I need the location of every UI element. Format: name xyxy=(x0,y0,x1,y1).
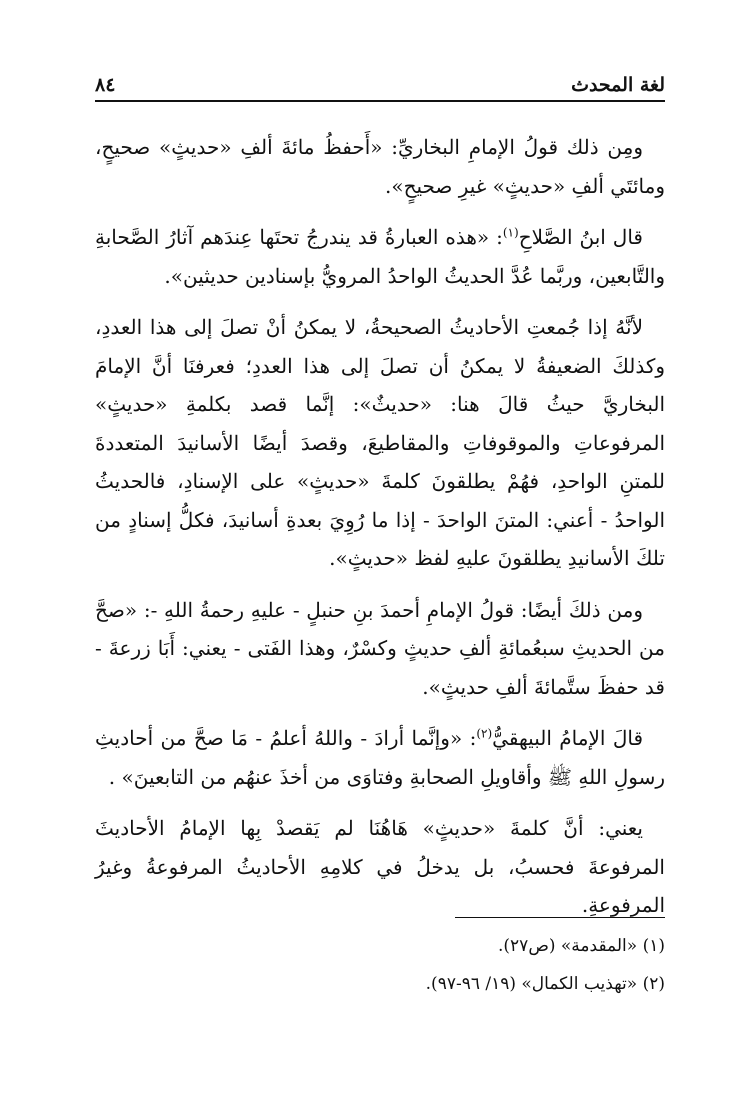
paragraph-text-lead: قال ابنُ الصَّلاحِ xyxy=(518,225,643,249)
footnote-rule xyxy=(455,917,665,918)
paragraph-bayhaqi xyxy=(95,719,665,796)
paragraph-text-rest: : «وإنَّما أرادَ - واللهُ أعلمُ - مَا صحَّ من أحاديثِ رسولِ اللهِ ﷺ وأقاويلِ الصحابةِ وفتاوَى من أخذَ عنهُم من التابعينَ» . xyxy=(95,726,665,789)
book-title: لغة المحدث xyxy=(571,74,665,96)
paragraph-text-rest: : «هذه العبارةُ قد يندرجُ تحتَها عِندَهم آثارُ الصَّحابةِ والتَّابعين، وربَّما عُدَّ الحديثُ الواحدُ المرويُّ بإسنادين حديثين». xyxy=(95,225,665,288)
header-rule xyxy=(95,100,665,102)
paragraph-conclusion: يعني: أنَّ كلمةَ «حديثٍ» هَاهُنَا لم يَقصدْ بِها الإمامُ الأحاديثَ المرفوعةَ فحسبُ، بل يدخلُ في كلامِهِ الأحاديثُ المرفوعةُ وغيرُ المرفوعةِ. xyxy=(95,816,665,917)
paragraph-bukhari-quote: ومِن ذلك قولُ الإمامِ البخاريِّ: «أَحفظُ مائةَ ألفِ «حديثٍ» صحيحٍ، ومائتَي ألفِ «حديثٍ» غيرِ صحيحٍ». xyxy=(95,135,665,198)
footnotes xyxy=(95,930,665,1006)
footnote-1: (١) «المقدمة» (ص٢٧). xyxy=(498,936,665,956)
page-body xyxy=(95,128,665,938)
page-number: ٨٤ xyxy=(95,74,116,96)
paragraph-text-lead: قالَ الإمامُ البيهقيُّ xyxy=(492,726,643,750)
paragraph-ahmad-quote: ومن ذلكَ أيضًا: قولُ الإمامِ أحمدَ بنِ حنبلٍ - عليهِ رحمةُ اللهِ -: «صحَّ من الحديثِ سبعُمائةِ ألفِ حديثٍ وكسْرٌ، وهذا الفَتى - يعني: أَبَا زرعةَ - قد حفظَ ستَّمائةَ ألفِ حديثٍ». xyxy=(95,597,665,699)
paragraph-explanation: لأنَّهُ إذا جُمعتِ الأحاديثُ الصحيحةُ، لا يمكنُ أنْ تصلَ إلى هذا العددِ، وكذلكَ الضعيفةُ لا يمكنُ أن تصلَ إلى هذا العددِ؛ فعرفنَا أنَّ الإمامَ البخاريَّ حيثُ قالَ هنا: «حديثٌ»: إنَّما قصد بكلمةِ «حديثٍ» المرفوعاتِ والموقوفاتِ والمقاطيعَ، وقصدَ أيضًا الأسانيدَ المتعددةَ للمتنِ الواحدِ، فهُمْ يطلقونَ كلمةَ «حديثٍ» على الإسنادِ، فالحديثُ الواحدُ - أعني: المتنَ الواحدَ - إذا ما رُوِيَ بعدةِ أسانيدَ، فكلُّ إسنادٍ من تلكَ الأسانيدِ يطلقونَ عليهِ لفظ «حديثٍ». xyxy=(95,315,666,570)
footnote-marker-1: (١) xyxy=(502,225,519,240)
paragraph-ibn-salah xyxy=(95,218,665,295)
footnote-2: (٢) «تهذيب الكمال» (١٩/ ٩٦-٩٧). xyxy=(425,974,665,994)
page-header xyxy=(95,62,665,96)
footnote-marker-2: (٢) xyxy=(476,726,493,741)
